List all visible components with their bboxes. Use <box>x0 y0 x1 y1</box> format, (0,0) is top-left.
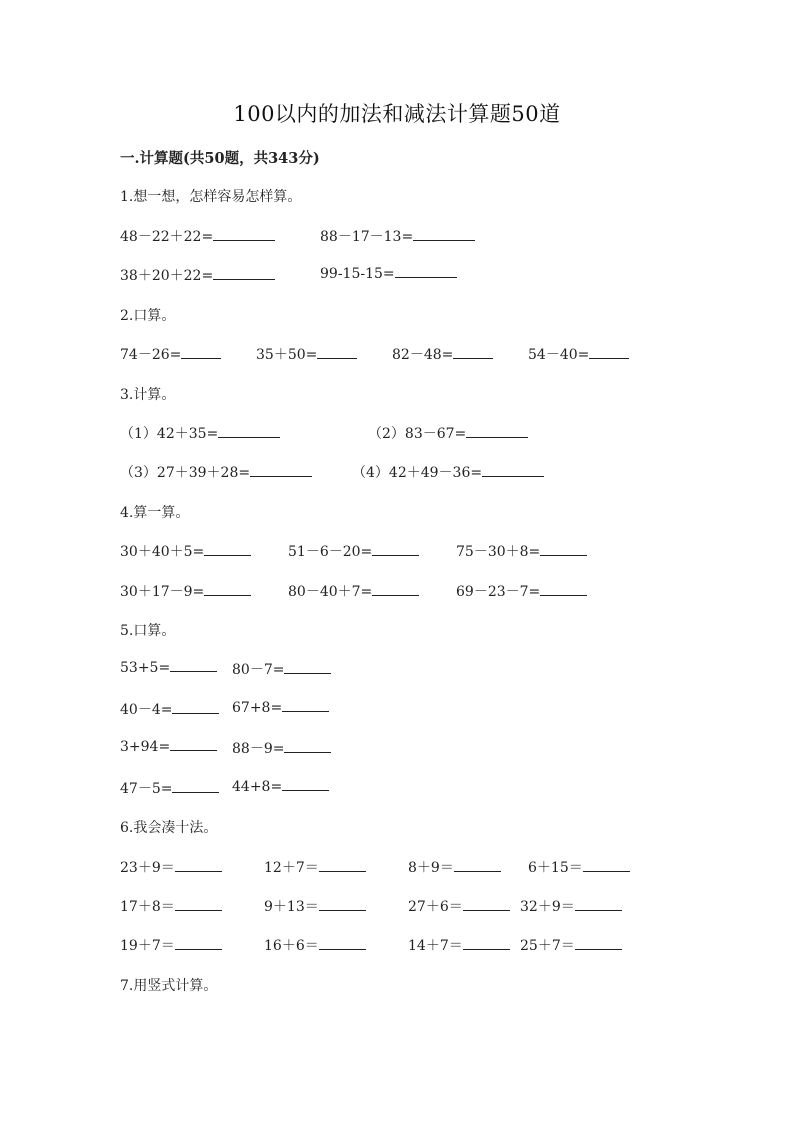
answer-blank[interactable] <box>463 937 510 950</box>
problem-2-2: 35＋50= <box>256 344 357 364</box>
problem-6-8: 32＋9＝ <box>520 896 622 916</box>
problem-4-1: 30＋40＋5= <box>120 541 251 561</box>
question-4-heading: 4.算一算。 <box>120 505 190 521</box>
problem-4-5: 80－40＋7= <box>288 581 419 601</box>
problem-3-4: （4）42＋49－36= <box>352 462 544 482</box>
problem-4-2: 51－6－20= <box>288 541 419 561</box>
answer-blank[interactable] <box>319 937 366 950</box>
problem-3-1: （1）42＋35= <box>120 423 280 443</box>
problem-2-3: 82－48= <box>392 344 493 364</box>
problem-5-3: 40－4= <box>120 699 219 719</box>
question-2-heading: 2.口算。 <box>120 308 176 324</box>
answer-blank[interactable] <box>213 228 275 241</box>
answer-blank[interactable] <box>463 898 510 911</box>
answer-blank[interactable] <box>204 543 251 556</box>
problem-2-4: 54－40= <box>528 344 629 364</box>
problem-3-2: （2）83－67= <box>368 423 528 443</box>
problem-6-7: 27＋6＝ <box>408 896 510 916</box>
problem-1-2: 88－17－13= <box>320 226 475 246</box>
problem-5-5: 3+94= <box>120 738 217 755</box>
problem-3-3: （3）27＋39＋28= <box>120 462 312 482</box>
answer-blank[interactable] <box>181 346 221 359</box>
question-5-heading: 5.口算。 <box>120 623 176 639</box>
problem-6-4: 6＋15＝ <box>528 857 630 877</box>
problem-1-1: 48－22＋22= <box>120 226 275 246</box>
answer-blank[interactable] <box>317 346 357 359</box>
problem-6-9: 19＋7＝ <box>120 935 222 955</box>
answer-blank[interactable] <box>172 701 219 714</box>
answer-blank[interactable] <box>250 464 312 477</box>
problem-6-11: 14＋7＝ <box>408 935 510 955</box>
answer-blank[interactable] <box>575 937 622 950</box>
problem-6-10: 16＋6＝ <box>264 935 366 955</box>
problem-5-4: 67+8= <box>232 699 329 716</box>
answer-blank[interactable] <box>175 937 222 950</box>
problem-2-1: 74－26= <box>120 344 221 364</box>
answer-blank[interactable] <box>170 738 217 751</box>
section-header: 一.计算题(共50题，共343分) <box>120 150 320 167</box>
answer-blank[interactable] <box>395 265 457 278</box>
question-6-heading: 6.我会凑十法。 <box>120 820 218 836</box>
answer-blank[interactable] <box>482 464 544 477</box>
problem-4-4: 30＋17－9= <box>120 581 251 601</box>
answer-blank[interactable] <box>413 228 475 241</box>
answer-blank[interactable] <box>284 740 331 753</box>
answer-blank[interactable] <box>583 859 630 872</box>
problem-5-1: 53+5= <box>120 659 217 676</box>
problem-5-8: 44+8= <box>232 778 329 795</box>
answer-blank[interactable] <box>170 659 217 672</box>
problem-6-1: 23＋9＝ <box>120 857 222 877</box>
answer-blank[interactable] <box>540 583 587 596</box>
problem-6-5: 17＋8＝ <box>120 896 222 916</box>
problem-1-3: 38＋20＋22= <box>120 265 275 285</box>
problem-4-6: 69－23－7= <box>456 581 587 601</box>
answer-blank[interactable] <box>175 859 222 872</box>
problem-5-2: 80－7= <box>232 659 331 679</box>
problem-1-4: 99-15-15= <box>320 265 457 282</box>
answer-blank[interactable] <box>466 425 528 438</box>
question-3-heading: 3.计算。 <box>120 387 176 403</box>
problem-5-7: 47－5= <box>120 778 219 798</box>
question-1-heading: 1.想一想，怎样容易怎样算。 <box>120 189 302 205</box>
page-title: 100以内的加法和减法计算题50道 <box>233 102 561 126</box>
answer-blank[interactable] <box>213 267 275 280</box>
problem-6-12: 25＋7＝ <box>520 935 622 955</box>
answer-blank[interactable] <box>453 346 493 359</box>
answer-blank[interactable] <box>172 780 219 793</box>
answer-blank[interactable] <box>540 543 587 556</box>
problem-6-3: 8＋9＝ <box>408 857 501 877</box>
question-7-heading: 7.用竖式计算。 <box>120 978 218 994</box>
answer-blank[interactable] <box>372 543 419 556</box>
answer-blank[interactable] <box>575 898 622 911</box>
problem-6-2: 12＋7＝ <box>264 857 366 877</box>
answer-blank[interactable] <box>282 699 329 712</box>
answer-blank[interactable] <box>204 583 251 596</box>
answer-blank[interactable] <box>589 346 629 359</box>
answer-blank[interactable] <box>175 898 222 911</box>
problem-6-6: 9＋13＝ <box>264 896 366 916</box>
answer-blank[interactable] <box>218 425 280 438</box>
answer-blank[interactable] <box>372 583 419 596</box>
answer-blank[interactable] <box>282 778 329 791</box>
problem-5-6: 88－9= <box>232 738 331 758</box>
answer-blank[interactable] <box>319 859 366 872</box>
answer-blank[interactable] <box>284 661 331 674</box>
answer-blank[interactable] <box>319 898 366 911</box>
answer-blank[interactable] <box>454 859 501 872</box>
problem-4-3: 75－30＋8= <box>456 541 587 561</box>
